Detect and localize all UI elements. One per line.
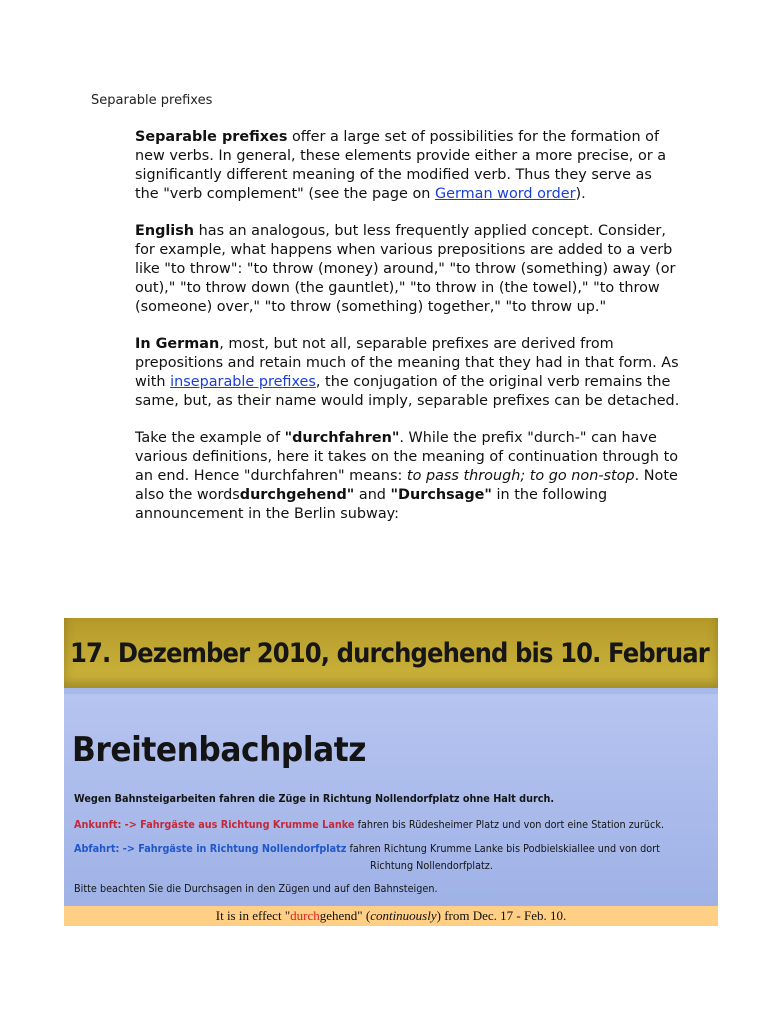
paragraph-3-text: , most, but not all, separable prefixes are derived from prepositions and retain much of the meaning that they had in that form. As with [135, 336, 679, 390]
paragraph-2-text: has an analogous, but less frequently applied concept. Consider, for example, what happens when various prepositions are added to a verb like "to throw": "to throw (money) around," "to throw (something) away (or out)," "to throw down (the gauntlet)," "to throw in (the towel)," "to throw (someone) over," "to throw (something) together," "to throw up." [135, 223, 676, 315]
caption-red-durch: durch [290, 908, 320, 923]
subway-sign-photo [64, 618, 718, 908]
term-durchsage: "Durchsage" [390, 487, 492, 503]
term-durchfahren: "durchfahren" [284, 430, 400, 446]
term-durchgehend: durchgehend" [239, 487, 355, 503]
sign-date-line: 17. Dezember 2010, durchgehend bis 10. Februar [70, 638, 709, 669]
paragraph-1-text: offer a large set of possibilities for the formation of new verbs. In general, these elements provide either a more precise, or a significantly different meaning of the modified verb. Thus they serve as the "verb complement" (see the page on [135, 129, 667, 202]
term-in-german: In German [135, 336, 220, 352]
paragraph-4-text-4: and [354, 487, 391, 503]
caption-text-3: ) from Dec. 17 - Feb. 10. [436, 908, 567, 923]
paragraph-1-end: ). [575, 186, 586, 202]
inseparable-prefixes-link[interactable]: inseparable prefixes [170, 374, 316, 390]
photo-caption [64, 906, 718, 926]
german-word-order-link[interactable]: German word order [434, 186, 576, 202]
sign-arrival-label: Ankunft: -> Fahrgäste aus Richtung Krumme Lanke [74, 818, 355, 831]
sign-departure-label: Abfahrt: -> Fahrgäste in Richtung Nollendorfplatz [74, 842, 347, 855]
paragraph-3-end: , the conjugation of the original verb remains the same, but, as their name would imply, separable prefixes can be detached. [135, 374, 680, 409]
paragraph-4-text-2: . While the prefix "durch-" can have various definitions, here it takes on the meaning of continuation through to an end. Hence "durchfahren" means: [135, 430, 679, 484]
caption-italic: continuously [370, 908, 437, 923]
paragraph-4 [135, 429, 680, 524]
term-english: English [135, 223, 195, 239]
sign-line-5: Bitte beachten Sie die Durchsagen in den Zügen und auf den Bahnsteigen. [74, 882, 438, 895]
meaning-italic: to pass through; to go non-stop [406, 468, 635, 484]
sign-line-2 [74, 818, 664, 831]
sign-station-name: Breitenbachplatz [72, 730, 366, 770]
paragraph-4-text-5: in the following announcement in the Berlin subway: [135, 487, 608, 522]
caption-text-1: It is in effect " [215, 908, 291, 923]
paragraph-3 [135, 335, 680, 411]
paragraph-1 [135, 128, 680, 204]
term-separable-prefixes: Separable prefixes [135, 129, 288, 145]
sign-line-1: Wegen Bahnsteigarbeiten fahren die Züge in Richtung Nollendorfplatz ohne Halt durch. [74, 792, 555, 805]
sign-departure-text: fahren Richtung Krumme Lanke bis Podbielskiallee und von dort [346, 842, 660, 855]
paragraph-2 [135, 222, 680, 317]
sign-line-4: Richtung Nollendorfplatz. [370, 859, 493, 872]
paragraph-4-text-3: . Note also the words [135, 468, 678, 503]
sign-arrival-text: fahren bis Rüdesheimer Platz und von dort eine Station zurück. [354, 818, 665, 831]
article-body [135, 128, 680, 542]
caption-text-2: gehend" ( [319, 908, 371, 923]
paragraph-4-text-1: Take the example of [135, 430, 285, 446]
page-heading: Separable prefixes [91, 93, 213, 108]
sign-line-3 [74, 842, 660, 855]
